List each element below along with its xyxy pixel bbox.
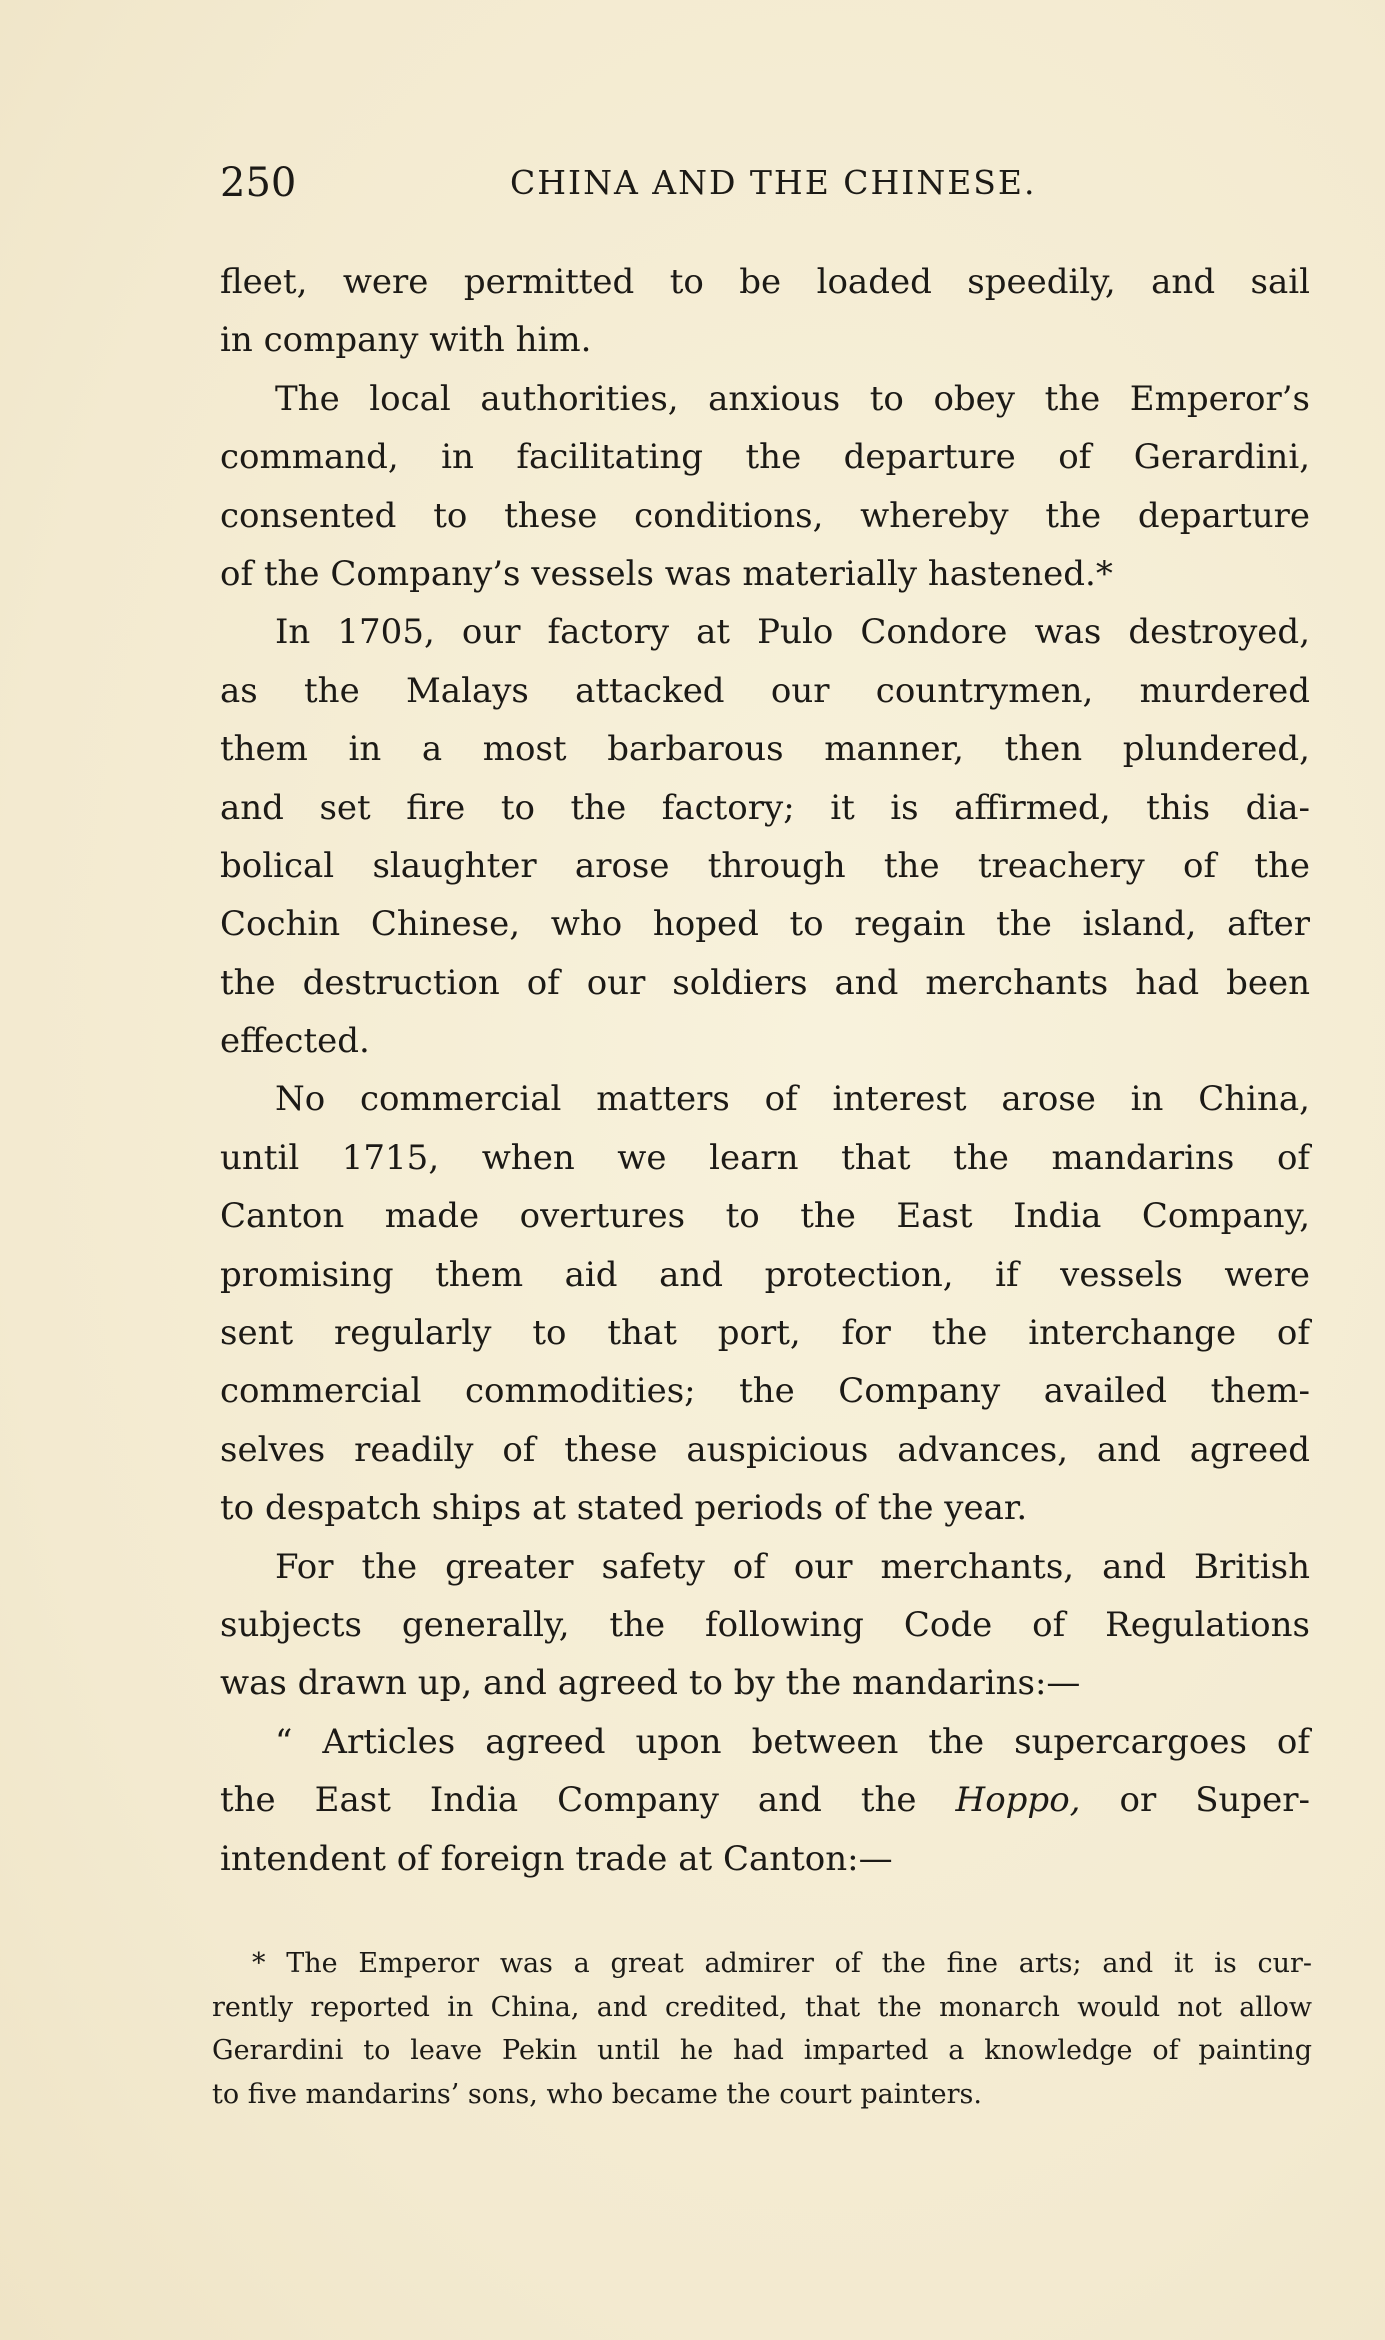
text-line: them in a most barbarous manner, then plundered, [220,729,1310,770]
text-line: of the Company’s vessels was materially hastened.* [220,553,1113,594]
text-line: effected. [220,1021,370,1062]
text-line: sent regularly to that port, for the interchange of [220,1313,1310,1354]
text-segment: the East India Company and the [220,1780,917,1821]
text-line: the destruction of our soldiers and merchants had been [220,962,1310,1003]
text-line: was drawn up, and agreed to by the mandarins:— [220,1663,1081,1704]
footnote-line: * The Emperor was a great admirer of the fine arts; and it is cur- [252,1948,1312,1979]
text-line: until 1715, when we learn that the mandarins of [220,1137,1310,1178]
text-line: and set fire to the factory; it is affirmed, this dia- [220,787,1310,828]
text-line: No commercial matters of interest arose in China, [275,1079,1310,1120]
text-line-with-italic [220,1771,1310,1829]
text-line: Canton made overtures to the East India Company, [220,1196,1310,1237]
text-line: For the greater safety of our merchants, and British [275,1546,1310,1587]
text-line: selves readily of these auspicious advances, and agreed [220,1429,1310,1470]
text-line: “ Articles agreed upon between the supercargoes of [275,1721,1310,1762]
text-line: In 1705, our factory at Pulo Condore was destroyed, [275,612,1310,653]
footnote-line: rently reported in China, and credited, that the monarch would not allow [212,1991,1312,2023]
italic-term: Hoppo, [955,1780,1081,1821]
footnote-line: to five mandarins’ sons, who became the court painters. [212,2078,982,2110]
text-line: command, in facilitating the departure of Gerardini, [220,437,1310,478]
text-line: commercial commodities; the Company availed them- [220,1371,1310,1412]
text-line: subjects generally, the following Code of Regulations [220,1604,1310,1645]
text-line: promising them aid and protection, if vessels were [220,1254,1310,1295]
running-title: CHINA AND THE CHINESE. [510,163,1037,202]
running-head [220,160,1070,206]
text-line: consented to these conditions, whereby the departure [220,495,1310,536]
text-line: Cochin Chinese, who hoped to regain the island, after [220,904,1310,945]
text-line: in company with him. [220,320,592,361]
text-line: intendent of foreign trade at Canton:— [220,1838,893,1879]
body-text [220,253,1310,1888]
text-line: as the Malays attacked our countrymen, murdered [220,670,1310,711]
text-line: fleet, were permitted to be loaded speedily, and sail [220,262,1310,302]
text-line: The local authorities, anxious to obey the Emperor’s [275,378,1310,419]
footnote-line: Gerardini to leave Pekin until he had imparted a knowledge of painting [212,2035,1312,2066]
page-number: 250 [220,160,297,206]
text-line: bolical slaughter arose through the treachery of the [220,845,1310,886]
text-line: to despatch ships at stated periods of the year. [220,1488,1028,1529]
text-segment: or Super- [1119,1780,1311,1821]
footnote [212,1942,1312,2116]
